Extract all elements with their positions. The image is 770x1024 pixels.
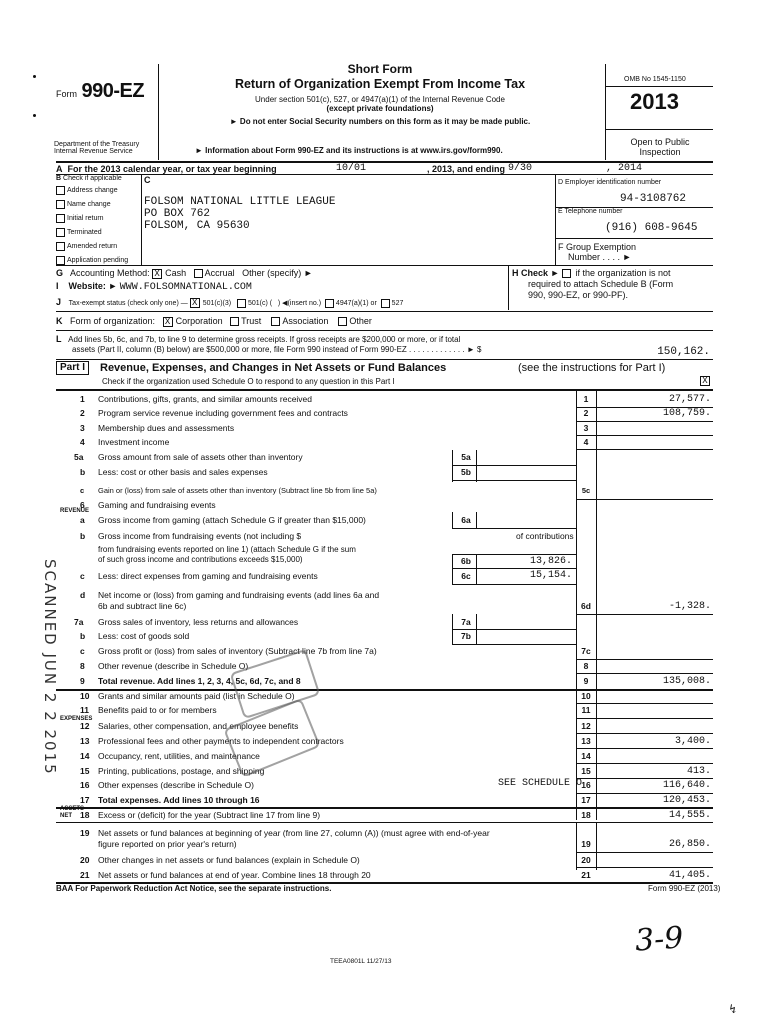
line-l: L Add lines 5b, 6c, and 7b, to line 9 to determine gross receipts. If gross receipts are $200,000 or more, or if total assets (Part II, column (B) below) are $500,000 or more, file Form 990 instead of Form 990-EZ . . . . . . . . . . . . . ► $ [56, 334, 482, 354]
line-13: 13 Professional fees and other payments to independent contractors 13 3,400. [80, 736, 711, 747]
department: Department of the Treasury Internal Revenue Service [54, 141, 140, 155]
line-20: 20 Other changes in net assets or fund balances (explain in Schedule O) 20 [80, 855, 591, 865]
punch-mark [33, 114, 36, 117]
line-17: 17 Total expenses. Add lines 10 through 16 17 120,453. [80, 795, 711, 806]
schedule-o-text: Check if the organization used Schedule O to respond to any question in this Part I [102, 377, 395, 386]
professional-fees-amount: 3,400. [674, 736, 711, 747]
form-number: Form 990-EZ [56, 80, 145, 102]
line-i: I Website: ► WWW.FOLSOMNATIONAL.COM [56, 281, 252, 293]
name-change-checkbox[interactable]: Name change [56, 198, 140, 212]
line-19: 19 Net assets or fund balances at beginning of year (from line 27, column (A)) (must agree with end-of-year [80, 828, 490, 838]
4947-checkbox[interactable] [325, 299, 334, 308]
punch-mark [33, 75, 36, 78]
form-title-block: Short Form Return of Organization Exempt From Income Tax Under section 501(c), 527, or 4947(a)(1) of the Internal Revenue Code (except private foundations) ► Do not enter Social Security numbers on this form as it may be made public. [160, 62, 600, 126]
line-6a: a Gross income from gaming (attach Schedule G if greater than $15,000) [80, 515, 366, 525]
organization-address: FOLSOM NATIONAL LITTLE LEAGUE PO BOX 762 FOLSOM, CA 95630 [144, 196, 336, 232]
accrual-checkbox[interactable] [194, 269, 203, 278]
schedule-b-checkbox[interactable] [562, 269, 571, 278]
corporation-checkbox[interactable]: X [163, 317, 173, 327]
line-2: 2 Program service revenue including government fees and contracts 2 108,759. [80, 408, 711, 419]
schedule-o-checkbox[interactable]: X [700, 376, 710, 386]
line-18: 18 Excess or (deficit) for the year (Subtract line 17 from line 9) 18 14,555. [80, 810, 711, 821]
part-i-header: Part I Revenue, Expenses, and Changes in Net Assets or Fund Balances (see the instructions for Part I) [56, 361, 713, 375]
software-code: TEEA0801L 11/27/13 [330, 958, 392, 965]
line-6: 6 Gaming and fundraising events [80, 500, 216, 510]
line-k: K Form of organization: X Corporation Trust Association Other [56, 316, 372, 327]
line-b-checkboxes: B Check if applicable Address change Name change Initial return Terminated Amended return Application pending [56, 175, 140, 268]
fundraising-expenses-amount: 15,154. [529, 570, 572, 581]
website-value: WWW.FOLSOMNATIONAL.COM [119, 282, 252, 293]
line-10: 10 Grants and similar amounts paid (list in Schedule O) 10 [80, 691, 591, 701]
fundraising-net-amount: -1,328. [668, 601, 711, 612]
form-reference: Form 990-EZ (2013) [648, 884, 721, 893]
net-assets-side-label: ASSETS NET [60, 806, 85, 819]
revenue-side-label: REVENUE [60, 508, 90, 514]
line-1: 1 Contributions, gifts, grants, and similar amounts received 1 27,577. [80, 394, 711, 405]
total-expenses-amount: 120,453. [662, 795, 711, 806]
line-16: 16 Other expenses (describe in Schedule O) SEE SCHEDULE O 16 116,640. [80, 778, 711, 791]
line-12: 12 Salaries, other compensation, and employee benefits 12 [80, 721, 591, 731]
application-pending-checkbox[interactable]: Application pending [56, 254, 140, 268]
omb-number: OMB No 1545-1150 [624, 76, 686, 83]
handwritten-note: 3-9 [633, 920, 685, 959]
line-h: H Check ► if the organization is not required to attach Schedule B (Form 990, 990-EZ, or 990-PF). [512, 268, 674, 300]
line-4: 4 Investment income 4 [80, 437, 589, 447]
gross-receipts-amount: 150,162. [657, 346, 710, 358]
line-8: 8 Other revenue (describe in Schedule O) 8 [80, 661, 589, 671]
program-revenue-amount: 108,759. [662, 408, 711, 419]
line-5c: c Gain or (loss) from sale of assets other than inventory (Subtract line 5b from line 5a) 5c [80, 486, 591, 495]
other-org-checkbox[interactable] [338, 317, 347, 326]
line-5a: 5a Gross amount from sale of assets other than inventory [74, 452, 303, 462]
phone-value: (916) 608-9645 [605, 222, 698, 234]
printing-amount: 413. [686, 766, 711, 777]
527-checkbox[interactable] [381, 299, 390, 308]
line-9: 9 Total revenue. Add lines 1, 2, 3, 4, 5c, 6d, 7c, and 8 9 135,008. [80, 676, 711, 687]
organization-name: FOLSOM NATIONAL LITTLE LEAGUE [144, 196, 336, 208]
line-a: A For the 2013 calendar year, or tax year beginning [56, 164, 277, 174]
scanned-stamp: SCANNED JUN 2 2 2015 [41, 559, 59, 776]
line-6d: d Net income or (loss) from gaming and fundraising events (add lines 6a and [80, 590, 380, 600]
line-21: 21 Net assets or fund balances at end of year. Combine lines 18 through 20 21 41,405. [80, 870, 711, 881]
501c3-checkbox[interactable]: X [190, 298, 200, 308]
line-j: J Tax-exempt status (check only one) — X 501(c)(3) 501(c) ( ) ◀(insert no.) 4947(a)(1) or 527 [56, 297, 404, 309]
beginning-net-assets-amount: 26,850. [668, 839, 711, 850]
excess-amount: 14,555. [668, 810, 711, 821]
initial-return-checkbox[interactable]: Initial return [56, 212, 140, 226]
info-notice: ► Information about Form 990-EZ and its instructions is at www.irs.gov/form990. [195, 146, 503, 155]
no-ssn-notice: ► Do not enter Social Security numbers on this form as it may be made public. [229, 117, 531, 126]
line-5b: b Less: cost or other basis and sales expenses [80, 467, 268, 477]
fundraising-gross-amount: 13,826. [529, 556, 572, 567]
line-7b: b Less: cost of goods sold [80, 631, 190, 641]
ein-value: 94-3108762 [620, 193, 687, 205]
line-6c: c Less: direct expenses from gaming and fundraising events [80, 571, 318, 581]
tax-year-begin: 10/01 [336, 163, 367, 174]
line-11: 11 Benefits paid to or for members 11 [80, 705, 591, 715]
ending-net-assets-amount: 41,405. [668, 870, 711, 881]
open-to-public: Open to Public Inspection [630, 137, 690, 157]
line-15: 15 Printing, publications, postage, and shipping 15 413. [80, 766, 711, 777]
association-checkbox[interactable] [271, 317, 280, 326]
total-revenue-amount: 135,008. [662, 676, 711, 687]
group-exemption: F Group Exemption Number . . . . ► [558, 242, 637, 262]
tax-year: 2013 [630, 89, 679, 114]
line-3: 3 Membership dues and assessments 3 [80, 423, 589, 433]
paperwork-notice: BAA For Paperwork Reduction Act Notice, see the separate instructions. [56, 884, 332, 893]
cash-checkbox[interactable]: X [152, 269, 162, 279]
amended-return-checkbox[interactable]: Amended return [56, 240, 140, 254]
line-g: G Accounting Method: X Cash Accrual Other (specify) ► [56, 268, 313, 279]
other-expenses-amount: 116,640. [662, 780, 711, 791]
corner-mark: ↯ [728, 1002, 739, 1016]
trust-checkbox[interactable] [230, 317, 239, 326]
terminated-checkbox[interactable]: Terminated [56, 226, 140, 240]
line-6b: b Gross income from fundraising events (not including $ of contributions [80, 531, 574, 541]
address-change-checkbox[interactable]: Address change [56, 184, 140, 198]
line-7a: 7a Gross sales of inventory, less returns and allowances [74, 617, 299, 627]
expenses-side-label: EXPENSES [60, 716, 93, 722]
tax-year-end: 9/30 [508, 163, 533, 174]
501c-checkbox[interactable] [237, 299, 246, 308]
line-14: 14 Occupancy, rent, utilities, and maintenance 14 [80, 751, 591, 761]
line-7c: c Gross profit or (loss) from sales of inventory (Subtract line 7b from line 7a) 7c [80, 646, 591, 656]
contributions-amount: 27,577. [668, 394, 711, 405]
